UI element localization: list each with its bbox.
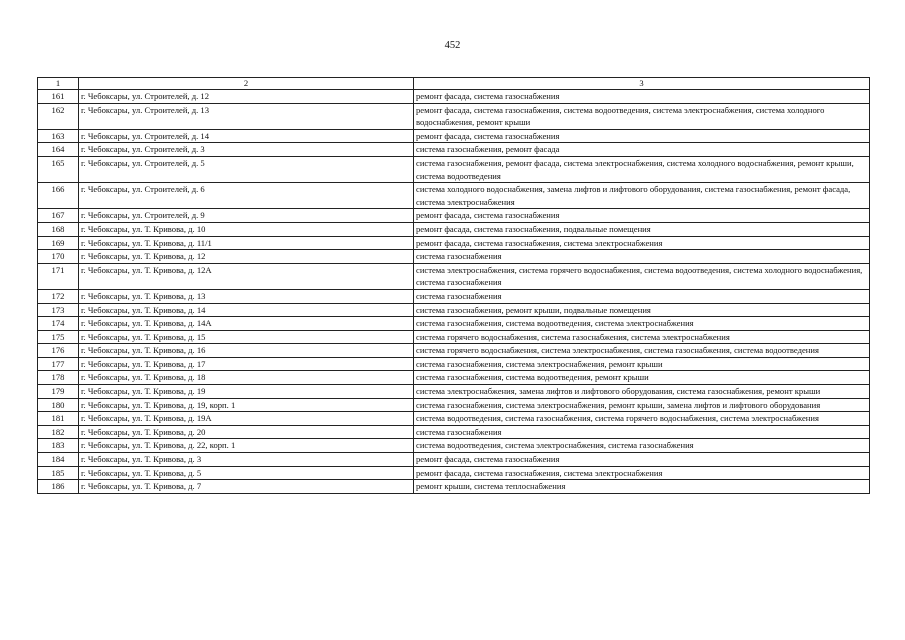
row-number-cell: 163 xyxy=(38,129,79,143)
address-cell: г. Чебоксары, ул. Строителей, д. 6 xyxy=(79,183,414,209)
address-cell: г. Чебоксары, ул. Т. Кривова, д. 19, корп. 1 xyxy=(79,398,414,412)
works-cell: ремонт фасада, система газоснабжения, система электроснабжения xyxy=(414,236,870,250)
row-number-cell: 168 xyxy=(38,222,79,236)
header-cell-works: 3 xyxy=(414,78,870,90)
row-number-cell: 161 xyxy=(38,90,79,104)
address-cell: г. Чебоксары, ул. Т. Кривова, д. 12А xyxy=(79,263,414,289)
works-cell: система водоотведения, система электроснабжения, система газоснабжения xyxy=(414,439,870,453)
row-number-cell: 165 xyxy=(38,156,79,182)
table-row xyxy=(38,209,870,223)
address-cell: г. Чебоксары, ул. Строителей, д. 14 xyxy=(79,129,414,143)
table-row xyxy=(38,129,870,143)
row-number-cell: 183 xyxy=(38,439,79,453)
row-number-cell: 176 xyxy=(38,344,79,358)
row-number-cell: 166 xyxy=(38,183,79,209)
address-cell: г. Чебоксары, ул. Т. Кривова, д. 13 xyxy=(79,289,414,303)
table-row xyxy=(38,90,870,104)
works-cell: ремонт фасада, система газоснабжения xyxy=(414,90,870,104)
address-cell: г. Чебоксары, ул. Строителей, д. 9 xyxy=(79,209,414,223)
works-cell: система газоснабжения, ремонт крыши, подвальные помещения xyxy=(414,303,870,317)
works-cell: система электроснабжения, система горячего водоснабжения, система водоотведения, система холодного водоснабжения, система газоснабжения xyxy=(414,263,870,289)
row-number-cell: 186 xyxy=(38,480,79,494)
address-cell: г. Чебоксары, ул. Т. Кривова, д. 19 xyxy=(79,385,414,399)
header-cell-number: 1 xyxy=(38,78,79,90)
table-row xyxy=(38,156,870,182)
works-cell: система горячего водоснабжения, система газоснабжения, система электроснабжения xyxy=(414,330,870,344)
address-cell: г. Чебоксары, ул. Т. Кривова, д. 12 xyxy=(79,250,414,264)
row-number-cell: 185 xyxy=(38,466,79,480)
address-cell: г. Чебоксары, ул. Т. Кривова, д. 5 xyxy=(79,466,414,480)
table-row xyxy=(38,453,870,467)
table-row xyxy=(38,412,870,426)
row-number-cell: 182 xyxy=(38,425,79,439)
row-number-cell: 169 xyxy=(38,236,79,250)
row-number-cell: 181 xyxy=(38,412,79,426)
address-cell: г. Чебоксары, ул. Т. Кривова, д. 16 xyxy=(79,344,414,358)
address-cell: г. Чебоксары, ул. Т. Кривова, д. 11/1 xyxy=(79,236,414,250)
works-cell: система газоснабжения xyxy=(414,289,870,303)
address-cell: г. Чебоксары, ул. Т. Кривова, д. 19А xyxy=(79,412,414,426)
row-number-cell: 175 xyxy=(38,330,79,344)
works-cell: система горячего водоснабжения, система электроснабжения, система газоснабжения, система водоотведения xyxy=(414,344,870,358)
address-cell: г. Чебоксары, ул. Т. Кривова, д. 20 xyxy=(79,425,414,439)
row-number-cell: 171 xyxy=(38,263,79,289)
table-row xyxy=(38,143,870,157)
row-number-cell: 164 xyxy=(38,143,79,157)
address-cell: г. Чебоксары, ул. Т. Кривова, д. 22, корп. 1 xyxy=(79,439,414,453)
works-cell: система газоснабжения, ремонт фасада xyxy=(414,143,870,157)
address-cell: г. Чебоксары, ул. Строителей, д. 13 xyxy=(79,103,414,129)
table-row xyxy=(38,250,870,264)
table-header-row xyxy=(38,78,870,90)
works-cell: система газоснабжения xyxy=(414,425,870,439)
works-cell: система водоотведения, система газоснабжения, система горячего водоснабжения, система электроснабжения xyxy=(414,412,870,426)
works-cell: система электроснабжения, замена лифтов и лифтового оборудования, система газоснабжения, ремонт крыши xyxy=(414,385,870,399)
row-number-cell: 178 xyxy=(38,371,79,385)
table-row xyxy=(38,289,870,303)
address-cell: г. Чебоксары, ул. Строителей, д. 5 xyxy=(79,156,414,182)
table-body xyxy=(38,78,870,494)
address-cell: г. Чебоксары, ул. Строителей, д. 3 xyxy=(79,143,414,157)
works-cell: ремонт фасада, система газоснабжения xyxy=(414,209,870,223)
row-number-cell: 173 xyxy=(38,303,79,317)
table-row xyxy=(38,103,870,129)
address-cell: г. Чебоксары, ул. Т. Кривова, д. 14А xyxy=(79,317,414,331)
row-number-cell: 162 xyxy=(38,103,79,129)
address-cell: г. Чебоксары, ул. Т. Кривова, д. 18 xyxy=(79,371,414,385)
works-cell: ремонт фасада, система газоснабжения xyxy=(414,129,870,143)
address-cell: г. Чебоксары, ул. Т. Кривова, д. 3 xyxy=(79,453,414,467)
works-cell: система газоснабжения, ремонт фасада, система электроснабжения, система холодного водоснабжения, ремонт крыши, система водоотведения xyxy=(414,156,870,182)
table-row xyxy=(38,439,870,453)
works-cell: ремонт крыши, система теплоснабжения xyxy=(414,480,870,494)
address-cell: г. Чебоксары, ул. Т. Кривова, д. 15 xyxy=(79,330,414,344)
table-row xyxy=(38,303,870,317)
address-cell: г. Чебоксары, ул. Т. Кривова, д. 14 xyxy=(79,303,414,317)
table-row xyxy=(38,385,870,399)
row-number-cell: 180 xyxy=(38,398,79,412)
address-cell: г. Чебоксары, ул. Строителей, д. 12 xyxy=(79,90,414,104)
works-cell: ремонт фасада, система газоснабжения, система электроснабжения xyxy=(414,466,870,480)
table-row xyxy=(38,183,870,209)
works-cell: система газоснабжения, система электроснабжения, ремонт крыши, замена лифтов и лифтового оборудования xyxy=(414,398,870,412)
works-cell: система газоснабжения xyxy=(414,250,870,264)
works-cell: система холодного водоснабжения, замена лифтов и лифтового оборудования, система газоснабжения, ремонт фасада, система электроснабжения xyxy=(414,183,870,209)
row-number-cell: 179 xyxy=(38,385,79,399)
table-row xyxy=(38,330,870,344)
row-number-cell: 172 xyxy=(38,289,79,303)
works-cell: система газоснабжения, система водоотведения, ремонт крыши xyxy=(414,371,870,385)
table-row xyxy=(38,317,870,331)
address-cell: г. Чебоксары, ул. Т. Кривова, д. 7 xyxy=(79,480,414,494)
table-row xyxy=(38,398,870,412)
table-row xyxy=(38,344,870,358)
page-number: 452 xyxy=(444,40,461,51)
works-cell: ремонт фасада, система газоснабжения xyxy=(414,453,870,467)
table-row xyxy=(38,371,870,385)
address-cell: г. Чебоксары, ул. Т. Кривова, д. 17 xyxy=(79,357,414,371)
works-cell: ремонт фасада, система газоснабжения, подвальные помещения xyxy=(414,222,870,236)
table-row xyxy=(38,357,870,371)
table-row xyxy=(38,236,870,250)
works-cell: система газоснабжения, система электроснабжения, ремонт крыши xyxy=(414,357,870,371)
row-number-cell: 167 xyxy=(38,209,79,223)
works-cell: система газоснабжения, система водоотведения, система электроснабжения xyxy=(414,317,870,331)
address-cell: г. Чебоксары, ул. Т. Кривова, д. 10 xyxy=(79,222,414,236)
table-row xyxy=(38,222,870,236)
table-row xyxy=(38,466,870,480)
table-row xyxy=(38,263,870,289)
row-number-cell: 174 xyxy=(38,317,79,331)
table-row xyxy=(38,425,870,439)
works-cell: ремонт фасада, система газоснабжения, система водоотведения, система электроснабжения, система холодного водоснабжения, ремонт крыши xyxy=(414,103,870,129)
row-number-cell: 177 xyxy=(38,357,79,371)
row-number-cell: 170 xyxy=(38,250,79,264)
header-cell-address: 2 xyxy=(79,78,414,90)
row-number-cell: 184 xyxy=(38,453,79,467)
works-table xyxy=(37,77,870,494)
table-row xyxy=(38,480,870,494)
